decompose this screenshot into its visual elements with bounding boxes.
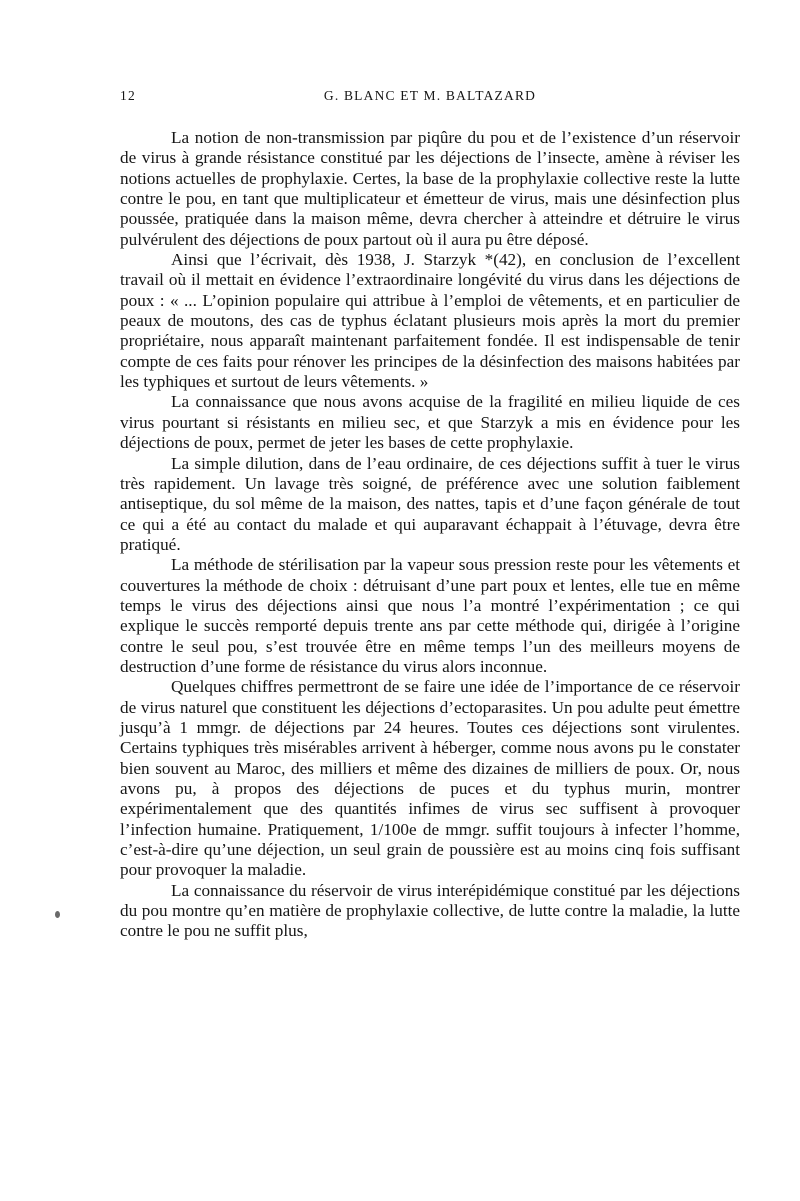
body-text: [120, 128, 740, 942]
paragraph: Ainsi que l’écrivait, dès 1938, J. Starzyk *(42), en conclusion de l’excellent travail où il mettait en évidence l’extraordinaire longévité du virus dans les déjections de poux : « ... L’opinion populaire qui attribue à l’emploi de vêtements, et en particulier de peaux de moutons, des cas de typhus éclatant plusieurs mois après la mort du premier propriétaire, nous apparaît maintenant parfaitement fondée. Il est indispensable de tenir compte de ces faits pour rénover les principes de la désinfection des maisons habitées par les typhiques et surtout de leurs vêtements. »: [120, 250, 740, 392]
paragraph: La connaissance que nous avons acquise de la fragilité en milieu liquide de ces virus pourtant si résistants en milieu sec, et que Starzyk a mis en évidence pour les déjections de poux, permet de jeter les bases de cette prophylaxie.: [120, 392, 740, 453]
paragraph: La simple dilution, dans de l’eau ordinaire, de ces déjections suffit à tuer le virus très rapidement. Un lavage très soigné, de préférence avec une solution faiblement antiseptique, du sol même de la maison, des nattes, tapis et d’une façon générale de tout ce qui a été au contact du malade et qui auparavant échappait à l’étuvage, devra être pratiqué.: [120, 453, 740, 554]
margin-speck: [55, 911, 60, 918]
paragraph: Quelques chiffres permettront de se faire une idée de l’importance de ce réservoir de virus naturel que constituent les déjections d’ectoparasites. Un pou adulte peut émettre jusqu’à 1 mmgr. de déjections par 24 heures. Toutes ces déjections sont virulentes. Certains typhiques très misérables arrivent à héberger, comme nous avons pu le constater bien souvent au Maroc, des milliers et même des dizaines de milliers de poux. Or, nous avons pu, à propos des déjections de puces et du typhus murin, montrer expérimentalement que des quantités infimes de virus sec suffisent à provoquer l’infection humaine. Pratiquement, 1/100e de mmgr. suffit toujours à infecter l’homme, c’est-à-dire qu’une déjection, un seul grain de poussière est au moins cinq fois suffisant pour provoquer la maladie.: [120, 677, 740, 880]
page-number: 12: [120, 88, 136, 103]
paragraph: La notion de non-transmission par piqûre du pou et de l’existence d’un réservoir de virus à grande résistance constitué par les déjections de l’insecte, amène à réviser les notions actuelles de prophylaxie. Certes, la base de la prophylaxie collective reste la lutte contre le pou, en tant que multiplicateur et émetteur de virus, mais une désinfection plus poussée, pratiquée dans la maison même, devra chercher à atteindre et détruire le virus pulvérulent des déjections de poux partout où il aura pu être déposé.: [120, 128, 740, 249]
page-header: [120, 88, 740, 112]
paragraph: La méthode de stérilisation par la vapeur sous pression reste pour les vêtements et couvertures la méthode de choix : détruisant d’une part poux et lentes, elle tue en même temps le virus des déjections ainsi que nous l’a montré l’expérimentation ; ce qui explique le succès remporté depuis trente ans par cette méthode qui, dirigée à l’origine contre le seul pou, s’est trouvée être en même temps l’un des meilleurs moyens de destruction d’une forme de résistance du virus alors inconnue.: [120, 555, 740, 676]
paragraph: La connaissance du réservoir de virus interépidémique constitué par les déjections du pou montre qu’en matière de prophylaxie collective, de lutte contre la maladie, la lutte contre le pou ne suffit plus,: [120, 880, 740, 941]
running-head: G. BLANC ET M. BALTAZARD: [323, 88, 537, 103]
